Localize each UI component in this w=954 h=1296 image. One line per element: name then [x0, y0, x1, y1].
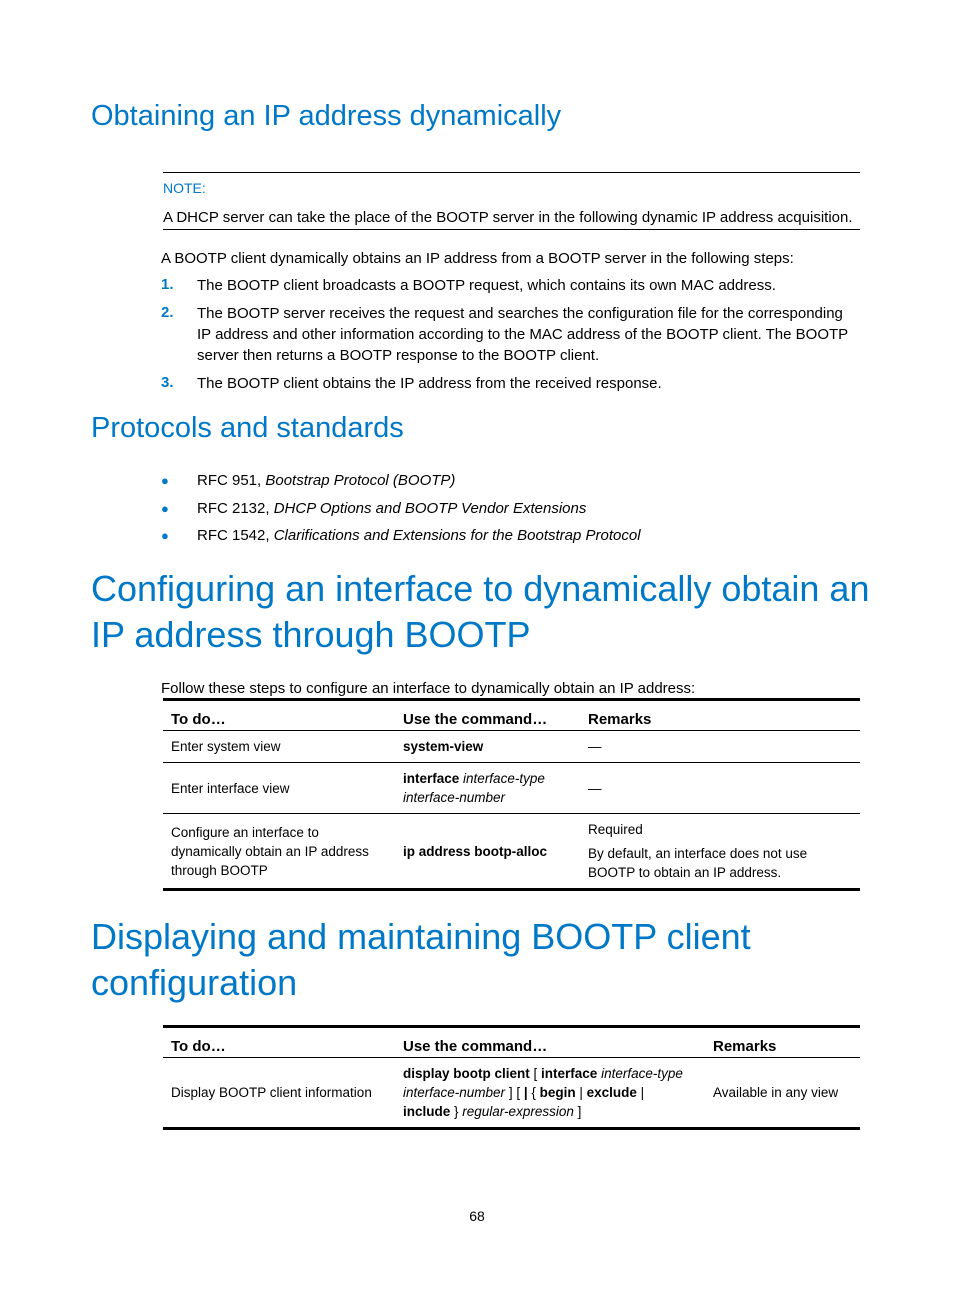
bullet-icon: ● — [161, 473, 169, 488]
display-table — [163, 1025, 860, 1130]
header-remarks: Remarks — [588, 711, 652, 728]
list-item: ● RFC 1542, Clarifications and Extensions for the Bootstrap Protocol — [161, 527, 641, 544]
table-row — [163, 814, 860, 890]
section-title-obtaining: Obtaining an IP address dynamically — [91, 100, 562, 132]
step-number: 3. — [161, 374, 174, 391]
table-intro: Follow these steps to configure an interface to dynamically obtain an IP address: — [161, 680, 696, 697]
chapter-title-configuring: Configuring an interface to dynamically obtain an IP address through BOOTP — [91, 568, 870, 655]
header-remarks: Remarks — [713, 1038, 777, 1055]
note-top-rule — [163, 172, 860, 173]
cell-remarks: Required By default, an interface does not use BOOTP to obtain an IP address. — [580, 814, 860, 890]
table-row — [163, 731, 860, 763]
step-text: The BOOTP server receives the request and searches the configuration file for the corresponding IP address and other information according to the MAC address of the BOOTP client. The BOOTP server then returns a BOOTP response to the BOOTP client. — [197, 305, 849, 364]
cell-todo: Enter system view — [163, 731, 395, 763]
step-text: The BOOTP client obtains the IP address from the received response. — [197, 375, 662, 392]
step-text: The BOOTP client broadcasts a BOOTP request, which contains its own MAC address. — [197, 277, 776, 294]
step-number: 1. — [161, 276, 174, 293]
cell-todo: Display BOOTP client information — [163, 1058, 395, 1129]
cell-todo: Configure an interface to dynamically obtain an IP address through BOOTP — [163, 814, 395, 890]
page-number: 68 — [469, 1208, 485, 1224]
table-header-row — [163, 700, 860, 731]
config-table — [163, 698, 860, 891]
table-row — [163, 763, 860, 814]
header-cmd: Use the command… — [403, 1038, 548, 1055]
table-header-row — [163, 1027, 860, 1058]
section-title-protocols: Protocols and standards — [91, 412, 404, 444]
bullet-icon: ● — [161, 501, 169, 516]
header-todo: To do… — [171, 1038, 226, 1055]
list-item: ● RFC 951, Bootstrap Protocol (BOOTP) — [161, 472, 456, 489]
cell-cmd: ip address bootp-alloc — [395, 814, 580, 890]
cell-cmd: display bootp client [ interface interface-type interface-number ] [ | { begin | exclude | include } regular-expression ] — [395, 1058, 705, 1129]
cell-cmd: interface interface-type interface-number — [395, 763, 580, 814]
chapter-title-displaying: Displaying and maintaining BOOTP client configuration — [91, 916, 751, 1003]
bullet-icon: ● — [161, 528, 169, 543]
header-todo: To do… — [171, 711, 226, 728]
step-number: 2. — [161, 304, 174, 321]
table-row — [163, 1058, 860, 1129]
cell-todo: Enter interface view — [163, 763, 395, 814]
steps-intro: A BOOTP client dynamically obtains an IP address from a BOOTP server in the following steps: — [161, 250, 794, 267]
cell-remarks: — — [580, 731, 860, 763]
note-label: NOTE: — [163, 180, 206, 196]
cell-cmd: system-view — [395, 731, 580, 763]
note-text: A DHCP server can take the place of the BOOTP server in the following dynamic IP address acquisition. — [163, 207, 860, 230]
cell-remarks: — — [580, 763, 860, 814]
cell-remarks: Available in any view — [705, 1058, 860, 1129]
header-cmd: Use the command… — [403, 711, 548, 728]
list-item: ● RFC 2132, DHCP Options and BOOTP Vendor Extensions — [161, 500, 587, 517]
